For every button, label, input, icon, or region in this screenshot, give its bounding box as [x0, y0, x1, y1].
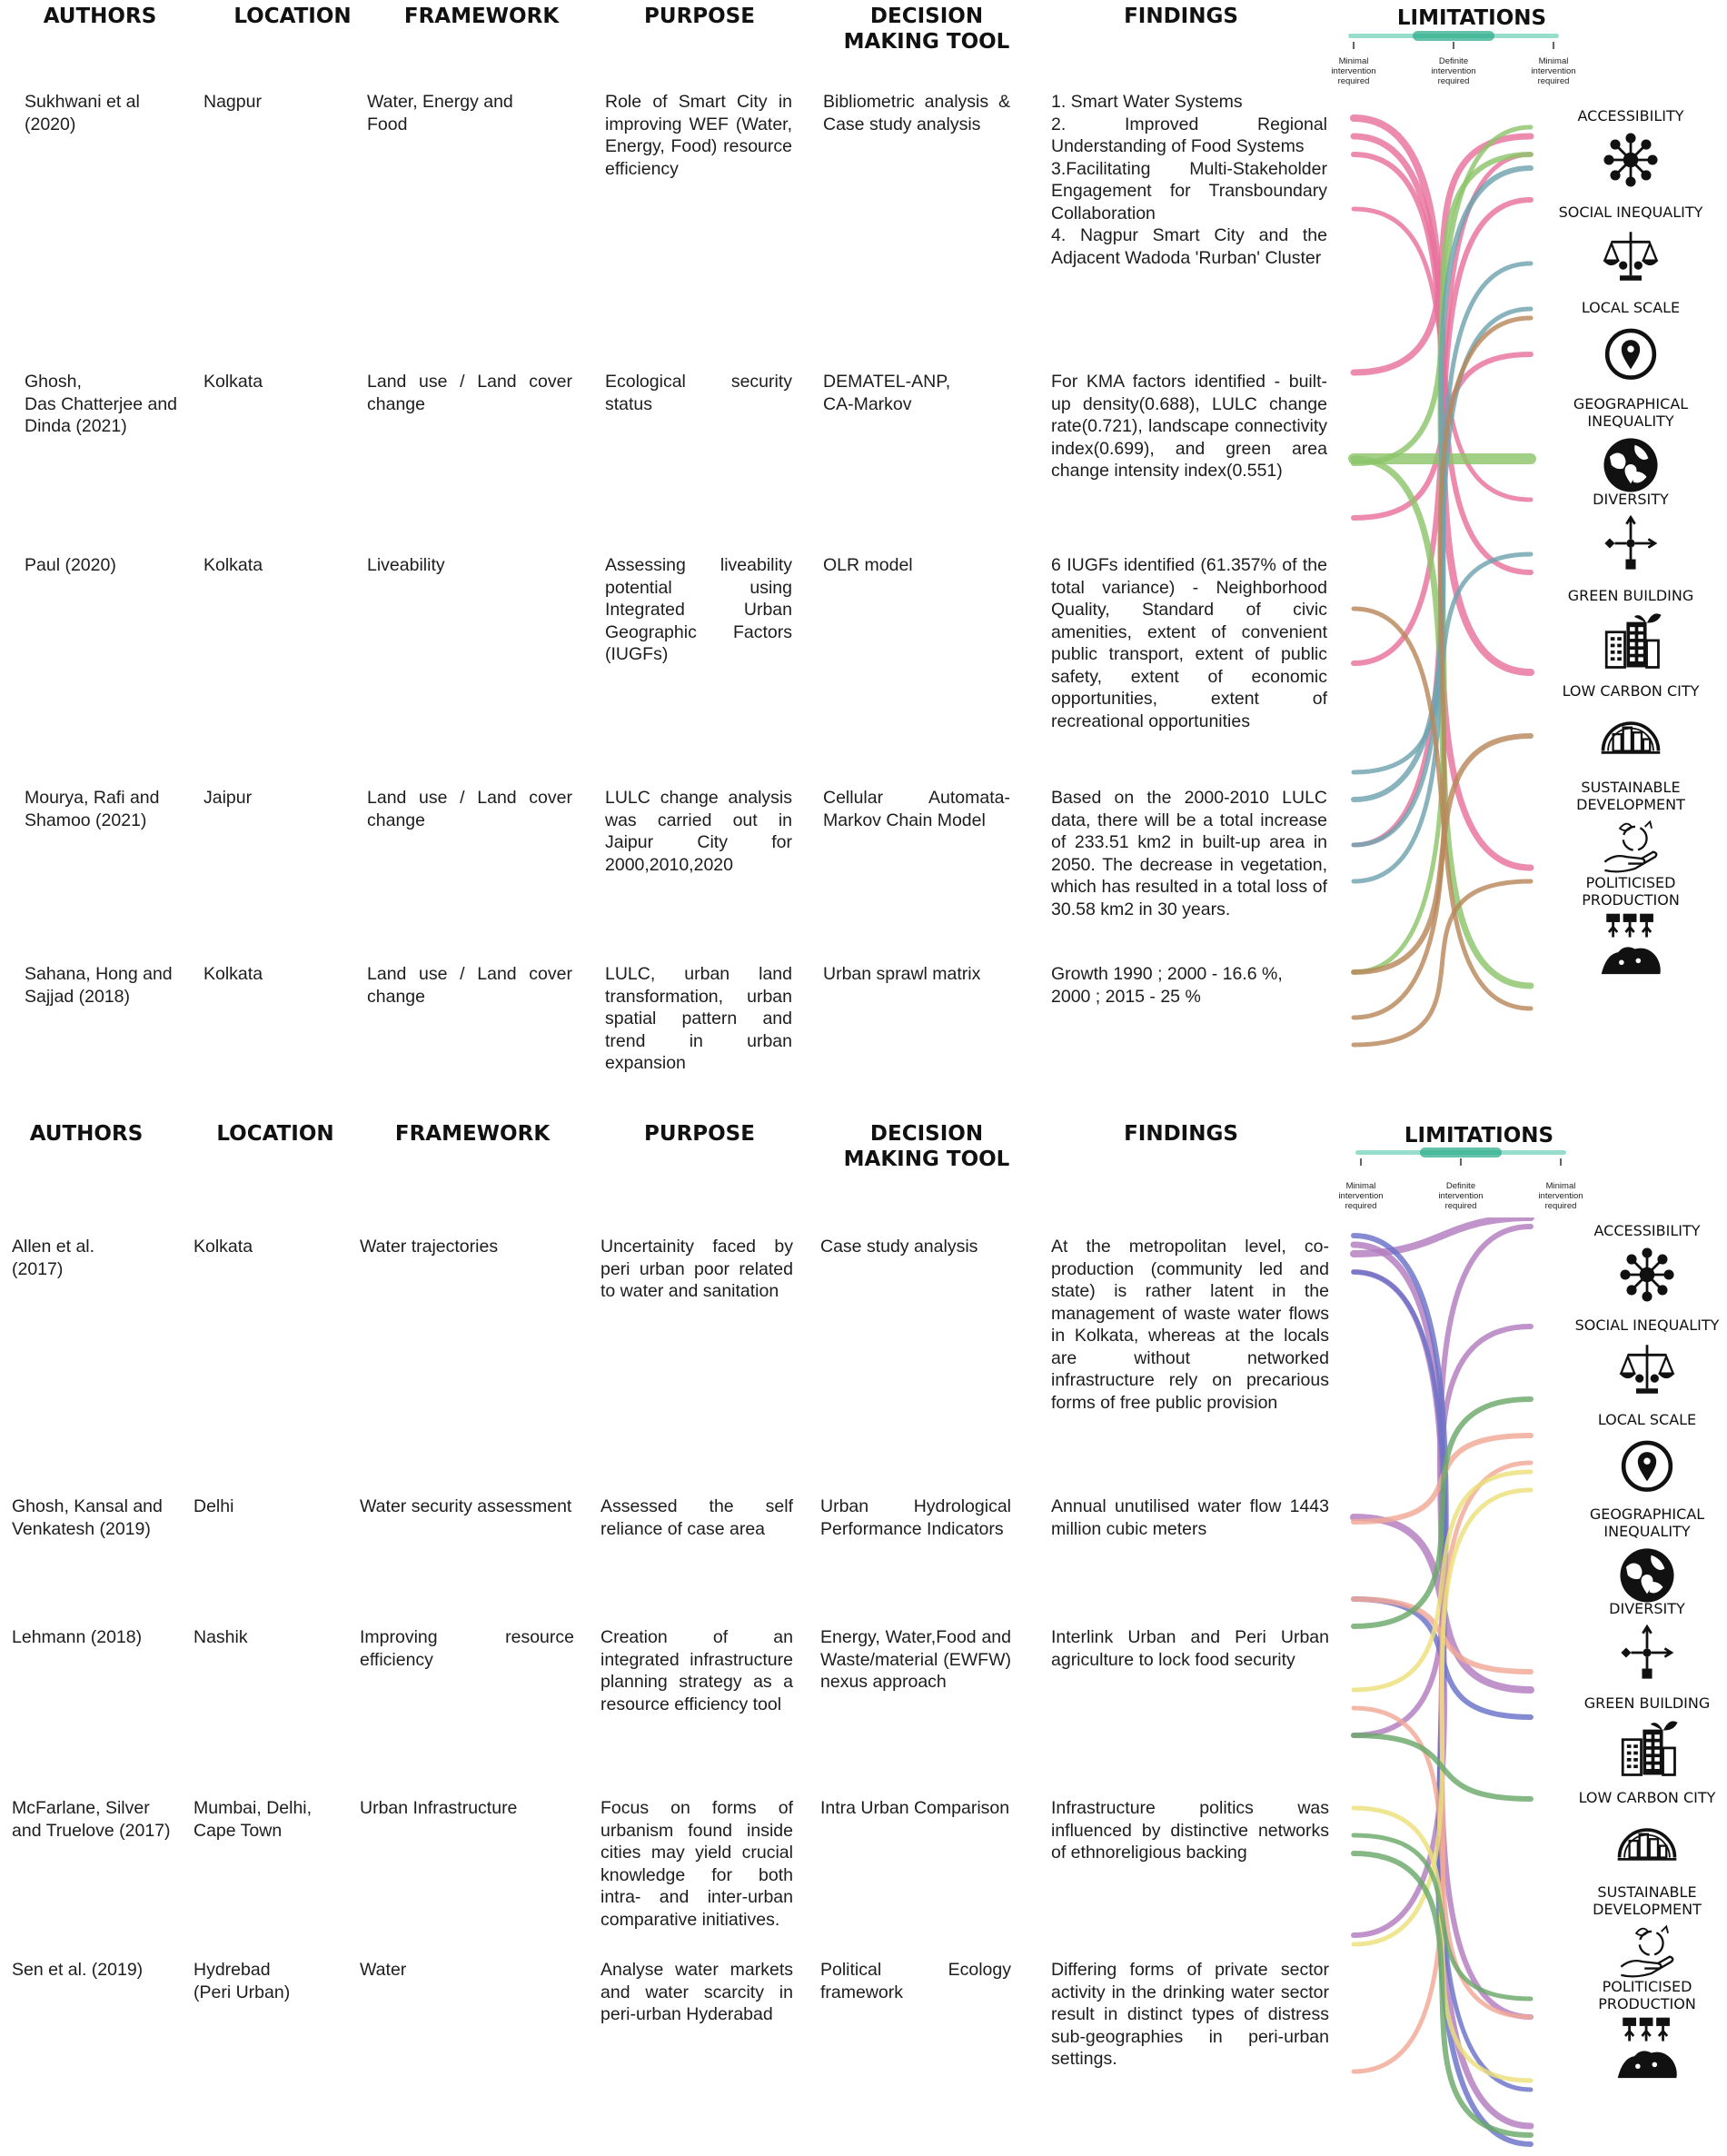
cell-tool: Case study analysis	[820, 1237, 978, 1257]
cell-findings: For KMA factors identified - built-up density(0.688), LULC change rate(0.721), landscape connectivity index(0.699), and green area change intensity index(0.551)	[1051, 372, 1327, 481]
green-building-icon	[1598, 607, 1663, 672]
header-findings: FINDINGS	[1124, 1122, 1238, 1146]
header-framework: FRAMEWORK	[403, 5, 560, 28]
limitation-flow-diagram-2	[1345, 1217, 1581, 2153]
cell-location: Nashik	[194, 1627, 248, 1647]
cell-purpose: Creation of an integrated infrastructure planning strategy as a resource efficiency tool	[600, 1627, 793, 1714]
cell-tool: Political Ecology framework	[820, 1960, 1011, 2002]
cell-location: Kolkata	[203, 555, 263, 575]
accessibility-network-icon	[1614, 1242, 1680, 1307]
cell-authors: Sen et al. (2019)	[12, 1960, 144, 1980]
diverging-arrows-icon	[1598, 511, 1663, 576]
cell-findings: Annual unutilised water flow 1443 million cubic meters	[1051, 1496, 1329, 1539]
limitation-label: SUSTAINABLE DEVELOPMENT	[1576, 778, 1685, 813]
cell-authors: McFarlane, Silver and Truelove (2017)	[12, 1798, 171, 1841]
cell-findings: Interlink Urban and Peri Urban agriculture to lock food security	[1051, 1627, 1329, 1670]
cell-location: Jaipur	[203, 788, 253, 808]
cell-location: Nagpur	[203, 92, 262, 112]
cell-location: Delhi	[194, 1496, 234, 1516]
limitation-label: DIVERSITY	[1609, 1600, 1685, 1617]
cell-findings: Based on the 2000-2010 LULC data, there will be a total increase of 233.51 km2 in built-up area in 2050. The decrease in vegetation, which has resulted in a total loss of 30.58 km2 in 30 years.	[1051, 788, 1327, 919]
cell-framework: Land use / Land cover change	[367, 964, 572, 1007]
limitation-label: ACCESSIBILITY	[1577, 107, 1684, 124]
cell-purpose: LULC change analysis was carried out in Jaipur City for 2000,2010,2020	[605, 788, 792, 875]
scale-bar-peak	[1413, 31, 1494, 41]
cell-purpose: Uncertainity faced by peri urban poor related to water and sanitation	[600, 1237, 793, 1301]
cell-tool: Urban Hydrological Performance Indicators	[820, 1496, 1011, 1539]
cell-tool: Intra Urban Comparison	[820, 1798, 1010, 1818]
header-framework: FRAMEWORK	[394, 1122, 551, 1146]
location-pin-icon	[1614, 1431, 1680, 1496]
cell-tool: DEMATEL-ANP, CA-Markov	[823, 372, 951, 414]
limitation-label: POLITICISED PRODUCTION	[1598, 1978, 1696, 2012]
header-limitations: LIMITATIONS	[1396, 6, 1547, 30]
cell-framework: Liveability	[367, 555, 445, 575]
location-pin-icon	[1598, 319, 1663, 384]
cell-framework: Water	[360, 1960, 407, 1980]
cell-purpose: Analyse water markets and water scarcity in peri-urban Hyderabad	[600, 1960, 793, 2024]
cell-tool: Cellular Automata-Markov Chain Model	[823, 788, 1010, 830]
scale-bar-peak	[1420, 1148, 1502, 1157]
limitation-label: POLITICISED PRODUCTION	[1582, 874, 1680, 909]
header-authors: AUTHORS	[29, 1122, 144, 1146]
limitation-label: ACCESSIBILITY	[1593, 1222, 1701, 1239]
limitation-flow-diagram-1	[1345, 100, 1581, 1063]
header-purpose: PURPOSE	[644, 5, 755, 28]
scales-of-justice-icon	[1614, 1336, 1680, 1402]
cell-findings: Differing forms of private sector activity in the drinking water sector result in distinct types of distress sub-geographies in peri-urban settings.	[1051, 1960, 1329, 2069]
cell-purpose: Assessed the self reliance of case area	[600, 1496, 793, 1539]
cell-framework: Land use / Land cover change	[367, 788, 572, 830]
cell-location: Kolkata	[194, 1237, 253, 1257]
diverging-arrows-icon	[1614, 1620, 1680, 1685]
scales-of-justice-icon	[1598, 224, 1663, 289]
limitation-label: GREEN BUILDING	[1567, 586, 1694, 604]
cell-tool: OLR model	[823, 555, 913, 575]
header-decision-tool: DECISION MAKING TOOL	[843, 1122, 1010, 1171]
limitation-label: DIVERSITY	[1593, 491, 1669, 508]
header-location: LOCATION	[216, 1122, 334, 1146]
low-carbon-city-icon	[1598, 702, 1663, 768]
header-authors: AUTHORS	[43, 5, 157, 28]
cell-purpose: Assessing liveability potential using Integrated Urban Geographic Factors (IUGFs)	[605, 555, 792, 664]
cell-authors: Ghosh, Das Chatterjee and Dinda (2021)	[25, 372, 178, 436]
limitation-label: LOW CARBON CITY	[1562, 682, 1700, 700]
globe-pin-icon	[1598, 432, 1663, 497]
limitation-label: LOCAL SCALE	[1597, 1411, 1697, 1428]
limitation-label: LOW CARBON CITY	[1578, 1789, 1716, 1806]
scale-label-mid: Definite intervention required	[1431, 56, 1476, 86]
cell-purpose: Focus on forms of urbanism found inside cities may yield crucial knowledge for both intra- and inter-urban comparative initiatives.	[600, 1798, 793, 1930]
cell-location: Mumbai, Delhi, Cape Town	[194, 1798, 313, 1841]
cell-framework: Improving resource efficiency	[360, 1627, 574, 1670]
cell-location: Hydrebad (Peri Urban)	[194, 1960, 291, 2002]
green-building-icon	[1614, 1714, 1680, 1780]
cell-authors: Allen et al. (2017)	[12, 1237, 95, 1279]
scale-label-left: Minimal intervention required	[1338, 1181, 1384, 1211]
sustainable-hand-icon	[1598, 815, 1663, 880]
cell-framework: Urban Infrastructure	[360, 1798, 518, 1818]
limitation-label: GEOGRAPHICAL INEQUALITY	[1589, 1505, 1705, 1540]
scale-label-mid: Definite intervention required	[1438, 1181, 1484, 1211]
cell-framework: Water, Energy and Food	[367, 92, 513, 134]
header-location: LOCATION	[233, 5, 352, 28]
scale-label-right: Minimal intervention required	[1531, 56, 1576, 86]
limitation-label: GEOGRAPHICAL INEQUALITY	[1573, 394, 1689, 430]
scale-label-left: Minimal intervention required	[1331, 56, 1376, 86]
limitation-label: GREEN BUILDING	[1583, 1694, 1711, 1712]
cell-authors: Sahana, Hong and Sajjad (2018)	[25, 964, 173, 1007]
cell-framework: Water trajectories	[360, 1237, 499, 1257]
scale-label-right: Minimal intervention required	[1538, 1181, 1583, 1211]
cell-findings: 6 IUGFs identified (61.357% of the total variance) - Neighborhood Quality, Standard of civic amenities, extent of convenient public transport, extent of public safety, extent of economic opportunities, extent of recreational opportunities	[1051, 555, 1327, 731]
cell-tool: Energy, Water,Food and Waste/material (EWFW) nexus approach	[820, 1627, 1011, 1692]
accessibility-network-icon	[1598, 127, 1663, 193]
cell-authors: Paul (2020)	[25, 555, 116, 575]
header-limitations: LIMITATIONS	[1404, 1124, 1554, 1148]
cell-framework: Land use / Land cover change	[367, 372, 572, 414]
limitation-label: LOCAL SCALE	[1581, 299, 1681, 316]
limitation-label: SOCIAL INEQUALITY	[1558, 203, 1703, 221]
header-findings: FINDINGS	[1124, 5, 1238, 28]
cell-tool: Bibliometric analysis & Case study analysis	[823, 92, 1010, 134]
low-carbon-city-icon	[1614, 1809, 1680, 1874]
cell-location: Kolkata	[203, 964, 263, 984]
intervention-scale-bar	[1343, 1142, 1579, 1178]
limitation-flow-line	[1354, 881, 1531, 1045]
cell-purpose: Ecological security status	[605, 372, 792, 414]
cell-tool: Urban sprawl matrix	[823, 964, 981, 984]
limitation-label: SOCIAL INEQUALITY	[1574, 1316, 1720, 1334]
politicised-production-icon	[1614, 2014, 1680, 2080]
cell-findings: Infrastructure politics was influenced by distinctive networks of ethnoreligious backing	[1051, 1798, 1329, 1863]
cell-findings: At the metropolitan level, co-production (community led and state) is rather latent in the management of waste water flows in Kolkata, whereas at the locals are without networked infrastructure rely on precarious forms of free public provision	[1051, 1237, 1329, 1413]
cell-purpose: LULC, urban land transformation, urban spatial pattern and trend in urban expansion	[605, 964, 792, 1073]
header-purpose: PURPOSE	[644, 1122, 755, 1146]
politicised-production-icon	[1598, 910, 1663, 976]
cell-authors: Lehmann (2018)	[12, 1627, 143, 1647]
header-decision-tool: DECISION MAKING TOOL	[843, 5, 1010, 54]
cell-authors: Mourya, Rafi and Shamoo (2021)	[25, 788, 160, 830]
sustainable-hand-icon	[1614, 1920, 1680, 1985]
cell-purpose: Role of Smart City in improving WEF (Water, Energy, Food) resource efficiency	[605, 92, 792, 179]
limitation-label: SUSTAINABLE DEVELOPMENT	[1593, 1883, 1702, 1918]
cell-location: Kolkata	[203, 372, 263, 392]
cell-findings: Growth 1990 ; 2000 - 16.6 %, 2000 ; 2015 - 25 %	[1051, 964, 1283, 1007]
cell-findings: 1. Smart Water Systems 2. Improved Regional Understanding of Food Systems 3.Facilitating Multi-Stakeholder Engagement for Transboundary Collaboration 4. Nagpur Smart City and the Adjacent Wadoda 'Rurban' Cluster	[1051, 92, 1327, 268]
cell-authors: Sukhwani et al (2020)	[25, 92, 140, 134]
cell-authors: Ghosh, Kansal and Venkatesh (2019)	[12, 1496, 163, 1539]
cell-framework: Water security assessment	[360, 1496, 572, 1516]
globe-pin-icon	[1614, 1542, 1680, 1607]
